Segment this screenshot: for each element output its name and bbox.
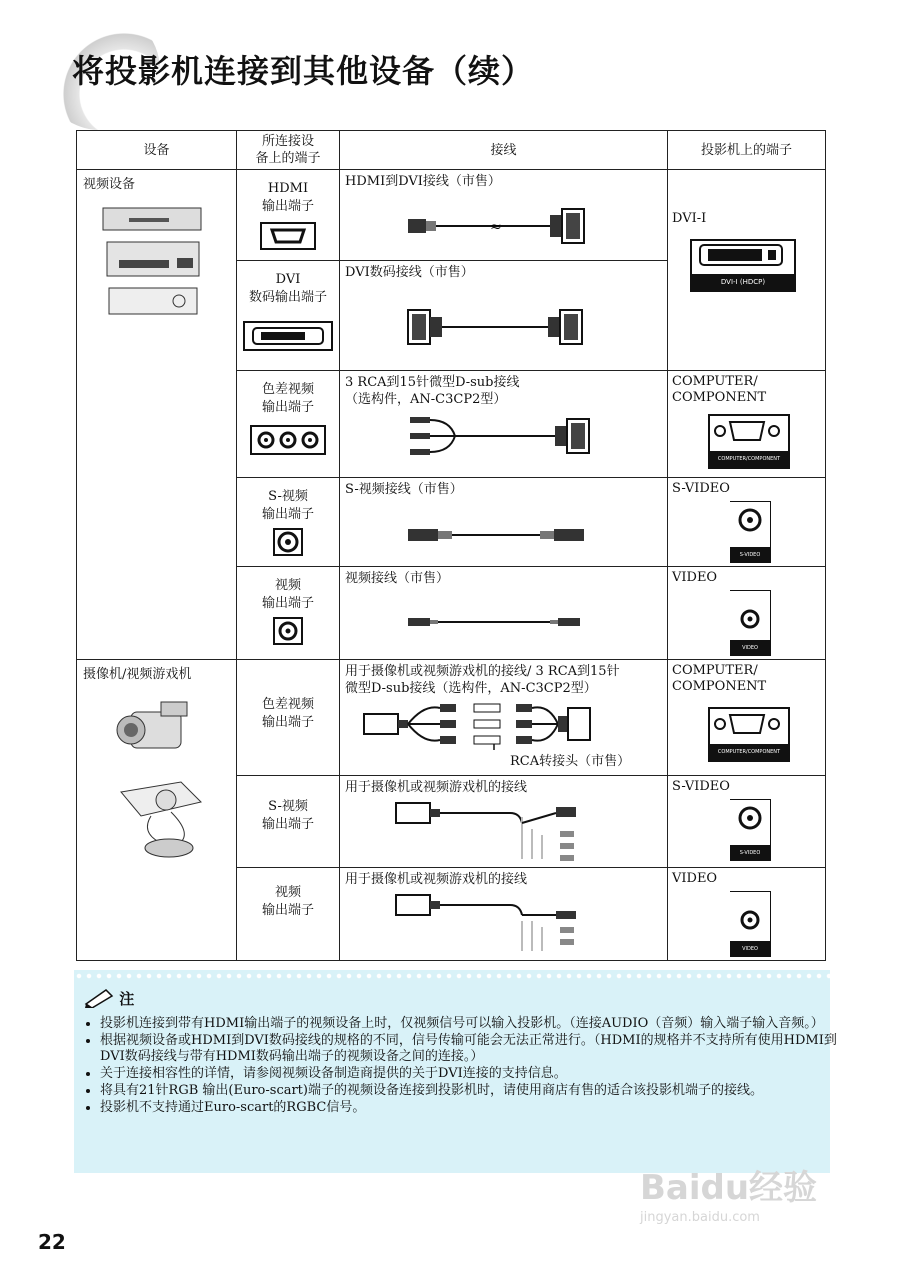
cable-cell-camera-svideo — [340, 776, 668, 868]
svg-text:≈: ≈ — [490, 219, 502, 235]
watermark-brand: Baidu经验 — [640, 1168, 818, 1208]
cable-cell-component — [340, 371, 668, 478]
terminal-label-component: COMPUTER/ COMPONENT — [672, 374, 767, 405]
port-cell-camera-component — [237, 660, 340, 776]
cable-label-video: 视频接线（市售） — [345, 571, 450, 586]
component-port-icon — [250, 425, 326, 455]
port-cell-video — [237, 567, 340, 660]
cable-cell-svideo — [340, 478, 668, 567]
svideo-terminal-plate-label: S-VIDEO — [730, 547, 770, 563]
cable-label-camera-video: 用于摄像机或视频游戏机的接线 — [345, 872, 528, 887]
svideo-terminal-icon — [730, 502, 770, 542]
terminal-cell-video — [668, 567, 826, 660]
camera-video-cable-icon — [340, 891, 660, 955]
cable-label-svideo: S-视频接线（市售） — [345, 482, 463, 497]
component-terminal-plate — [708, 414, 790, 469]
port-cell-component — [237, 371, 340, 478]
terminal-label-camera-component: COMPUTER/ COMPONENT — [672, 663, 767, 694]
note-item: • 将具有21针RGB 输出(Euro-scart)端子的视频设备连接到投影机时，请使用商店有售的适合该投影机端子的接线。 — [100, 1083, 840, 1099]
component-cable-icon — [340, 411, 660, 461]
video-terminal-plate — [730, 590, 771, 656]
camera-device-label: 摄像机/视频游戏机 — [83, 667, 192, 682]
camera-component-terminal-plate-label: COMPUTER/COMPONENT — [710, 744, 788, 760]
component-terminal-plate-label: COMPUTER/COMPONENT — [710, 451, 788, 467]
watermark-url: jingyan.baidu.com — [640, 1210, 760, 1225]
terminal-label-video: VIDEO — [672, 570, 718, 585]
camera-video-terminal-plate-label: VIDEO — [730, 941, 770, 957]
camera-video-terminal-plate — [730, 891, 771, 957]
cable-cell-camera-video — [340, 868, 668, 961]
cable-cell-hdmi-dvi — [340, 170, 668, 261]
camera-component-cable-icon — [344, 700, 664, 750]
video-cable-icon — [340, 602, 660, 642]
dvi-cable-icon — [340, 302, 660, 352]
port-cell-svideo — [237, 478, 340, 567]
cable-cell-video — [340, 567, 668, 660]
hdmi-port-icon — [260, 222, 316, 250]
terminal-cell-camera-component — [668, 660, 826, 776]
video-device-label: 视频设备 — [83, 177, 136, 192]
dvi-terminal-plate — [690, 239, 796, 292]
video-terminal-plate-label: VIDEO — [730, 640, 770, 656]
table-row — [77, 660, 826, 776]
port-cell-dvi — [237, 261, 340, 371]
note-heading — [84, 988, 134, 1009]
note-heading-text: 注 — [119, 990, 135, 1008]
video-devices-illustration — [99, 200, 209, 330]
note-dotted-border — [74, 973, 830, 979]
device-cell-video — [77, 170, 237, 660]
page-number: 22 — [38, 1230, 66, 1254]
terminal-label-camera-video: VIDEO — [672, 871, 718, 886]
svideo-terminal-plate — [730, 501, 771, 563]
camera-vga-terminal-icon — [710, 709, 784, 739]
terminal-cell-camera-video — [668, 868, 826, 961]
note-item: • 投影机连接到带有HDMI输出端子的视频设备上时，仅视频信号可以输入投影机。（连接AUDIO（音频）输入端子输入音频。） — [100, 1016, 840, 1032]
pencil-icon — [84, 988, 114, 1008]
cable-cell-dvi — [340, 261, 668, 371]
port-label-hdmi: HDMI 输出端子 — [261, 181, 314, 214]
port-label-svideo: S-视频 输出端子 — [261, 489, 314, 522]
table-header-row — [77, 131, 826, 170]
terminal-label-svideo: S-VIDEO — [672, 481, 730, 496]
header-cable: 接线 — [340, 131, 668, 170]
watermark — [640, 1160, 818, 1225]
hdmi-dvi-cable-icon — [340, 201, 660, 251]
port-label-camera-svideo: S-视频 输出端子 — [261, 799, 314, 832]
dvi-terminal-plate-label: DVI-I (HDCP) — [692, 274, 794, 290]
note-box — [74, 970, 837, 1173]
port-label-video: 视频 输出端子 — [261, 578, 314, 611]
video-port-icon — [273, 617, 303, 645]
terminal-cell-component — [668, 371, 826, 478]
camera-svideo-terminal-icon — [730, 800, 770, 840]
cable-label-dvi: DVI数码接线（市售） — [345, 265, 474, 280]
note-item: • 投影机不支持通过Euro-scart的RGBC信号。 — [100, 1100, 840, 1116]
terminal-cell-camera-svideo — [668, 776, 826, 868]
connection-table — [76, 130, 826, 961]
svideo-cable-icon — [340, 515, 660, 555]
note-item: • 关于连接相容性的详情，请参阅视频设备制造商提供的关于DVI连接的支持信息。 — [100, 1066, 840, 1082]
header-device-port — [237, 131, 340, 170]
cable-label-camera-component: 用于摄像机或视频游戏机的接线/ 3 RCA到15针 微型D-sub接线（选构件，AN-C3CP2型） — [345, 664, 620, 696]
port-cell-camera-video — [237, 868, 340, 961]
port-cell-camera-svideo — [237, 776, 340, 868]
rca-adapter-note: RCA转接头（市售） — [510, 754, 631, 769]
note-item: • 根据视频设备或HDMI到DVI数码接线的规格的不同，信号传输可能会无法正常进行。（HDMI的规格并不支持所有使用HDMI到DVI数码接线与带有HDMI数码输出端子的视频设备之间的连接。） — [100, 1033, 840, 1065]
cable-cell-camera-component — [340, 660, 668, 776]
table-row — [77, 170, 826, 261]
camera-svideo-cable-icon — [340, 799, 660, 863]
dvi-terminal-icon — [692, 241, 790, 269]
terminal-label-dvi: DVI-I — [672, 211, 707, 226]
port-label-camera-video: 视频 输出端子 — [261, 885, 314, 918]
page-title: 将投影机连接到其他设备（续） — [72, 52, 535, 90]
header-device-port-text: 所连接设 备上的端子 — [255, 134, 321, 166]
cable-label-hdmi-dvi: HDMI到DVI接线（市售） — [345, 174, 501, 189]
header-projector-terminal: 投影机上的端子 — [668, 131, 826, 170]
dvi-port-icon — [243, 321, 333, 351]
cable-label-camera-svideo: 用于摄像机或视频游戏机的接线 — [345, 780, 528, 795]
header-device: 设备 — [77, 131, 237, 170]
vga-terminal-icon — [710, 416, 784, 446]
note-list — [82, 1016, 840, 1117]
camera-svideo-terminal-plate — [730, 799, 771, 861]
camcorder-game-console-illustration — [111, 692, 221, 862]
port-label-camera-component: 色差视频 输出端子 — [261, 697, 314, 730]
camera-video-terminal-icon — [730, 892, 770, 936]
port-label-dvi: DVI 数码输出端子 — [248, 272, 327, 305]
device-cell-camera — [77, 660, 237, 961]
camera-component-terminal-plate — [708, 707, 790, 762]
port-label-component: 色差视频 输出端子 — [261, 382, 314, 415]
svideo-port-icon — [273, 528, 303, 556]
terminal-cell-dvi — [668, 170, 826, 371]
video-terminal-icon — [730, 591, 770, 635]
cable-label-component: 3 RCA到15针微型D-sub接线 （选构件，AN-C3CP2型） — [345, 375, 520, 407]
port-cell-hdmi — [237, 170, 340, 261]
terminal-cell-svideo — [668, 478, 826, 567]
camera-svideo-terminal-plate-label: S-VIDEO — [730, 845, 770, 861]
terminal-label-camera-svideo: S-VIDEO — [672, 779, 730, 794]
